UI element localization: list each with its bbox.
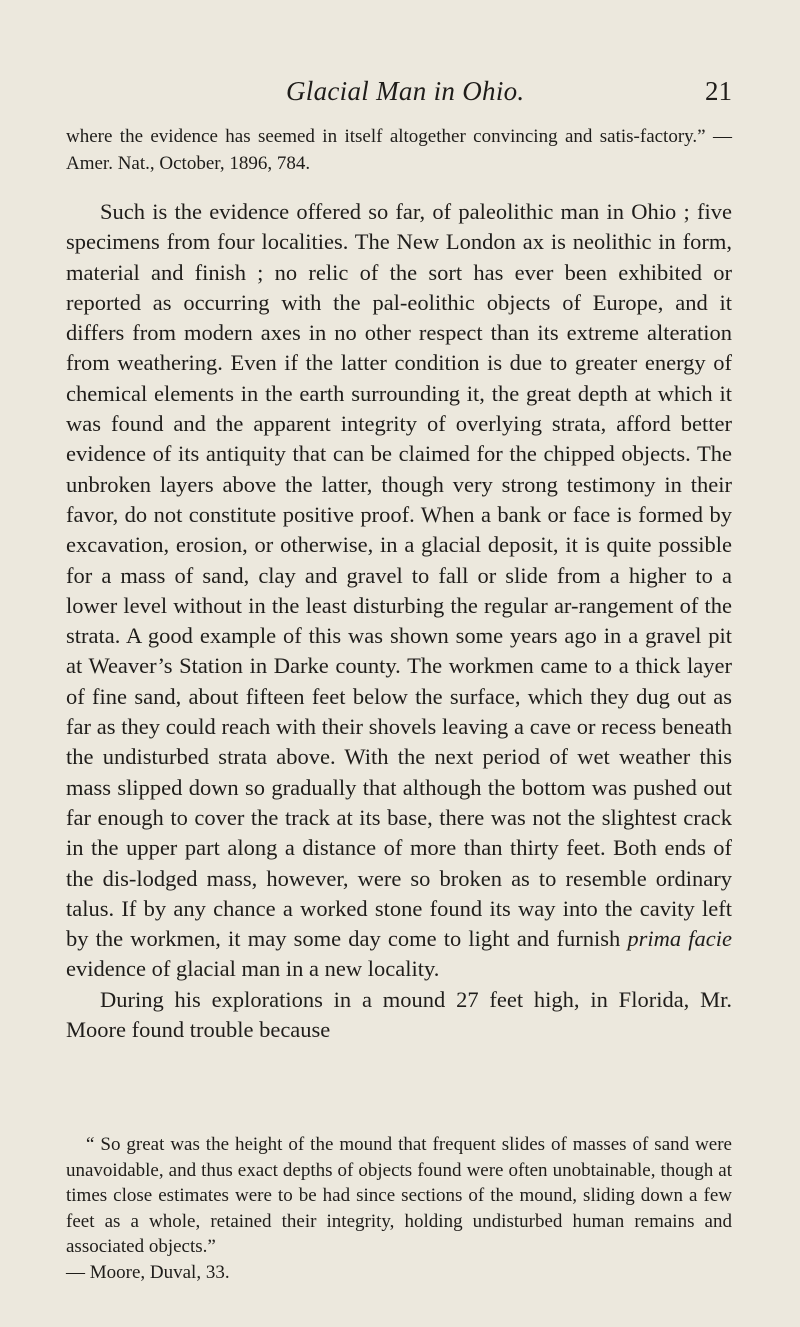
paragraph-moore: During his explorations in a mound 27 feet high, in Florida, Mr. Moore found trouble because: [66, 986, 732, 1043]
block-quotation: [66, 1132, 732, 1285]
block-quotation-text: “ So great was the height of the mound that frequent slides of masses of sand were unavoidable, and thus exact depths of objects found were often unobtainable, though at times close estimates were to be had since sections of the mound, sliding down a few feet as a whole, retained their integrity, holding undisturbed human remains and associated objects.”: [66, 1134, 732, 1257]
continued-quotation: where the evidence has seemed in itself altogether convincing and satis-factory.” — Amer. Nat., October, 1896, 784.: [66, 126, 732, 174]
italic-prima-facie: prima facie: [627, 926, 732, 952]
running-header: [66, 76, 732, 110]
paragraph-evidence-text: Such is the evidence offered so far, of paleolithic man in Ohio ; five specimens from four localities. The New London ax is neolithic in form, material and finish ; no relic of the sort has ever been exhibited or reported as occurring with the pal-eolithic objects of Europe, and it differs from modern axes in no other respect than its extreme alteration from weathering. Even if the latter condition is due to greater energy of chemical elements in the earth surrounding it, the great depth at which it was found and the apparent integrity of overlying strata, afford better evidence of its antiquity that can be claimed for the chipped objects. The unbroken layers above the latter, though very strong testimony in their favor, do not constitute positive proof. When a bank or face is formed by excavation, erosion, or otherwise, in a glacial deposit, it is quite possible for a mass of sand, clay and gravel to fall or slide from a higher to a lower level without in the least disturbing the regular ar-rangement of the strata. A good example of this was shown some years ago in a gravel pit at Weaver’s Station in Darke county. The workmen came to a thick layer of fine sand, about fifteen feet below the surface, which they dug out as far as they could reach with their shovels leaving a cave or recess beneath the undisturbed strata above. With the next period of wet weather this mass slipped down so gradually that although the bottom was pushed out far enough to cover the track at its base, there was not the slightest crack in the upper part along a distance of more than thirty feet. Both ends of the dis-lodged mass, however, were so broken as to resemble ordinary talus. If by any chance a worked stone found its way into the cavity left by the workmen, it may some day come to light and furnish: [66, 199, 732, 952]
paragraph-evidence-ending: evidence of glacial man in a new locality.: [66, 956, 440, 982]
block-quotation-citation: — Moore, Duval, 33.: [66, 1261, 230, 1283]
paragraph-evidence: [66, 197, 732, 985]
page-number: 21: [705, 76, 732, 106]
body-text: [66, 197, 732, 1045]
running-title: Glacial Man in Ohio.: [286, 76, 525, 106]
